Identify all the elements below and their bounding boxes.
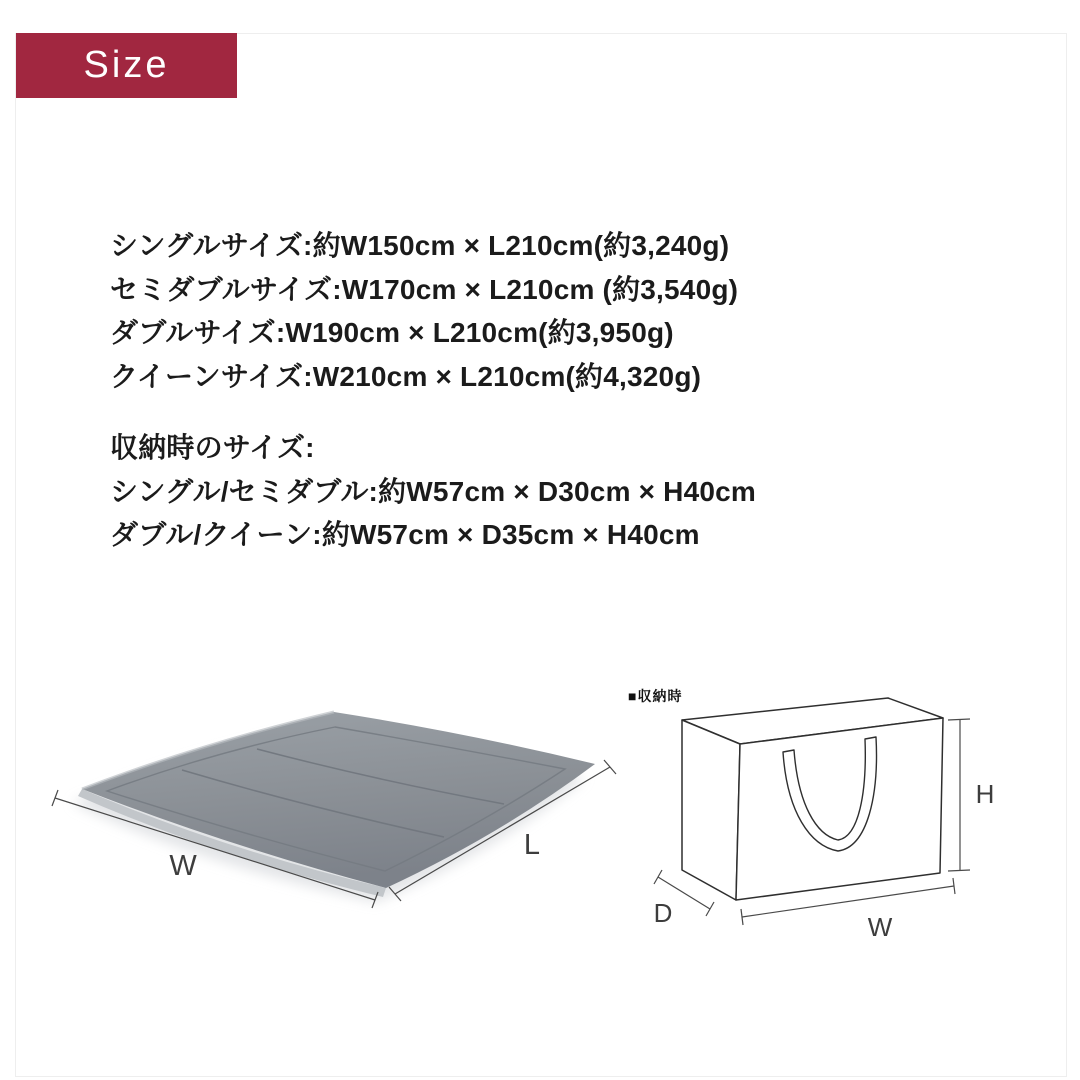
bag-side-face (682, 720, 740, 900)
bag-depth-label: D (653, 898, 673, 928)
bag-front-face (736, 718, 943, 900)
mattress-width-dimension-tick-left (52, 790, 58, 806)
spec-line-double: ダブルサイズ:W190cm × L210cm(約3,950g) (110, 317, 674, 348)
mattress-length-label: L (523, 829, 541, 861)
size-spec-list (110, 224, 756, 557)
bag-depth-dimension-tick-right (706, 902, 714, 916)
mattress-illustration (45, 685, 630, 955)
mattress-width-label: W (169, 850, 197, 882)
spec-line-single: シングルサイズ:約W150cm × L210cm(約3,240g) (110, 230, 730, 261)
mattress-length-dimension-tick-right (604, 760, 616, 774)
size-badge-label: Size (83, 44, 170, 86)
storage-size-heading: 収納時のサイズ: (110, 432, 315, 463)
storage-bag-figure (618, 674, 1048, 969)
bag-height-dimension-cap-top (948, 719, 970, 720)
spec-line-storage-double-queen: ダブル/クイーン:約W57cm × D35cm × H40cm (110, 519, 700, 550)
storage-bag-illustration (618, 674, 1048, 969)
mattress-figure (45, 685, 630, 955)
spec-line-semidouble: セミダブルサイズ:W170cm × L210cm (約3,540g) (110, 273, 739, 305)
size-badge (16, 33, 237, 98)
bag-width-label: W (867, 912, 893, 942)
spec-line-queen: クイーンサイズ:W210cm × L210cm(約4,320g) (110, 360, 702, 392)
bag-height-label: H (975, 779, 995, 809)
storage-caption: ■収納時 (628, 688, 683, 704)
bag-depth-dimension-tick-left (654, 870, 662, 884)
spec-line-storage-single-semidouble: シングル/セミダブル:約W57cm × D30cm × H40cm (110, 475, 757, 507)
bag-height-dimension-cap-bottom (948, 870, 970, 871)
mattress-top (82, 712, 595, 888)
